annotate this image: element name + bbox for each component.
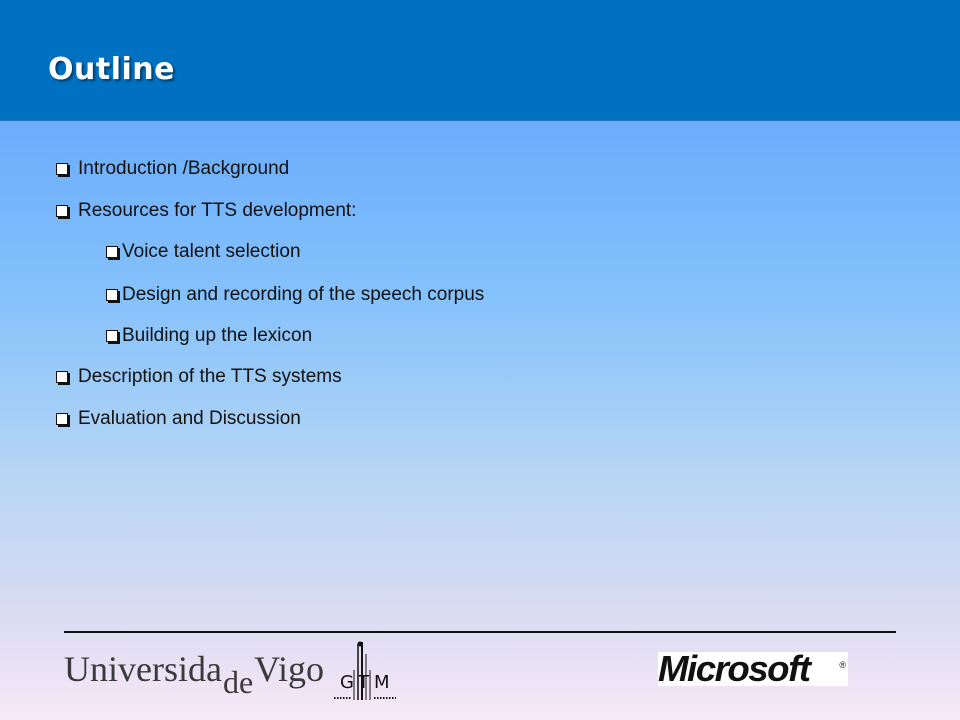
universidade-de-vigo-logo <box>64 648 324 698</box>
checkbox-bullet-icon <box>106 289 118 301</box>
bullet-text: Building up the lexicon <box>122 325 313 346</box>
bullet-text: Evaluation and Discussion <box>78 408 301 429</box>
gtm-logo <box>330 640 400 704</box>
bullet-text: Introduction /Background <box>78 158 290 179</box>
footer-divider <box>64 631 896 633</box>
bullet-introduction <box>56 158 289 180</box>
microsoft-logo-text: Microsoft <box>658 648 810 689</box>
uvigo-text-universida: Universida <box>64 649 222 689</box>
bullet-text: Resources for TTS development: <box>78 200 357 221</box>
registered-mark: ® <box>839 660 846 670</box>
bullet-tts-systems <box>56 366 342 388</box>
sub-bullet-voice-talent <box>106 241 301 263</box>
sub-bullet-speech-corpus <box>106 284 484 306</box>
microsoft-logo <box>658 648 848 689</box>
bullet-text: Voice talent selection <box>122 241 301 262</box>
bullet-text: Description of the TTS systems <box>78 366 342 387</box>
gtm-letter-t: T <box>358 672 369 693</box>
gtm-letter-m: M <box>374 672 390 693</box>
bullet-evaluation <box>56 408 301 430</box>
checkbox-bullet-icon <box>106 246 118 258</box>
uvigo-text-vigo: Vigo <box>254 649 325 689</box>
slide-title: Outline <box>48 52 175 87</box>
gtm-letter-g: G <box>340 672 354 693</box>
sub-bullet-lexicon <box>106 325 312 347</box>
title-bar <box>0 0 960 121</box>
checkbox-bullet-icon <box>56 205 68 217</box>
uvigo-text-de: de <box>222 664 254 700</box>
bullet-text: Design and recording of the speech corpus <box>122 284 485 305</box>
bullet-resources <box>56 200 356 222</box>
checkbox-bullet-icon <box>56 163 68 175</box>
checkbox-bullet-icon <box>56 413 68 425</box>
checkbox-bullet-icon <box>106 330 118 342</box>
checkbox-bullet-icon <box>56 371 68 383</box>
